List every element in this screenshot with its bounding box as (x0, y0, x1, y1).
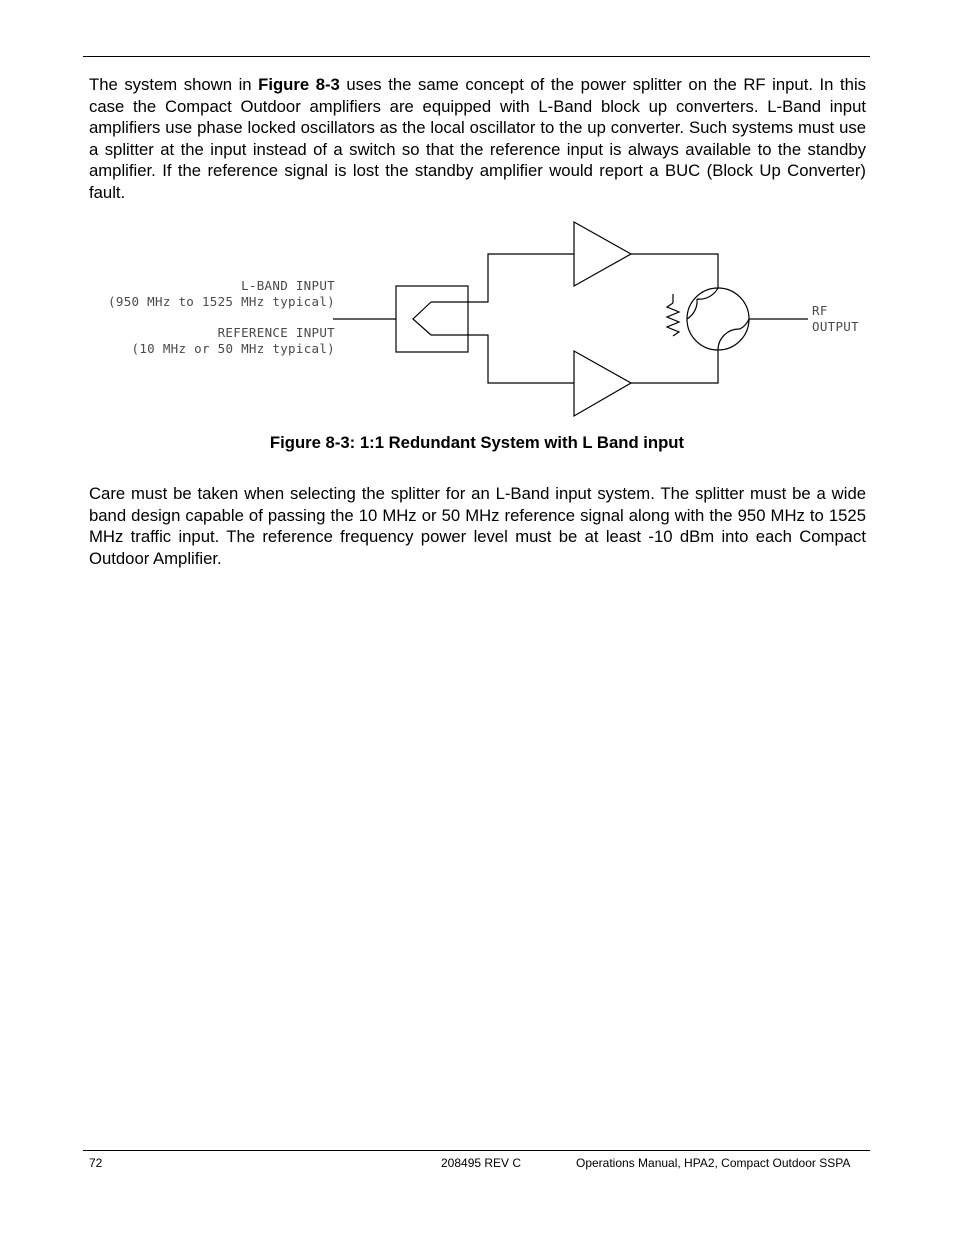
upper-feed-line (431, 254, 574, 302)
splitter-box (396, 286, 468, 352)
lband-input-label: L-BAND INPUT (241, 278, 335, 293)
lower-feed-line (431, 335, 574, 383)
page-number: 72 (89, 1156, 103, 1170)
rf-label: RF (812, 303, 828, 318)
redundant-system-diagram (0, 0, 954, 430)
amplifier-2 (574, 351, 631, 416)
reference-input-range: (10 MHz or 50 MHz typical) (131, 341, 335, 356)
upper-output-line (631, 254, 718, 288)
load-resistor (667, 303, 679, 336)
intro-text-before: The system shown in (89, 75, 259, 94)
lband-input-range: (950 MHz to 1525 MHz typical) (108, 294, 335, 309)
intro-text-after: uses the same concept of the power splitter on the RF input. In this case the Compact Outdoor amplifiers are equipped with L-Band block up converters. L-Band input amplifiers use phase locked oscillators as the local oscillator to the up converter. Such systems must use a splitter at the input instead of a switch so that the reference input is always available to the standby amplifier. If the reference signal is lost the standby amplifier would report a BUC (Block Up Converter) fault. (89, 75, 867, 202)
figure-reference: Figure 8-3 (258, 75, 340, 94)
splitter-symbol (413, 302, 431, 335)
doc-title: Operations Manual, HPA2, Compact Outdoor SSPA (576, 1156, 851, 1170)
output-label: OUTPUT (812, 319, 859, 334)
doc-number: 208495 REV C (441, 1156, 522, 1170)
lower-output-line (631, 350, 718, 383)
reference-input-label: REFERENCE INPUT (217, 325, 335, 340)
waveguide-switch (687, 288, 749, 350)
figure-caption: Figure 8-3: 1:1 Redundant System with L Band input (269, 433, 685, 452)
splitter-paragraph: Care must be taken when selecting the splitter for an L-Band input system. The splitter must be a wide band design capable of passing the 10 MHz or 50 MHz reference signal along with the 950 MHz to 1525 MHz traffic input. The reference frequency power level must be at least -10 dBm into each Compact Outdoor Amplifier. (89, 484, 866, 568)
footer-rule (83, 1150, 870, 1151)
amplifier-1 (574, 222, 631, 286)
switch-arc-lower (718, 329, 740, 350)
